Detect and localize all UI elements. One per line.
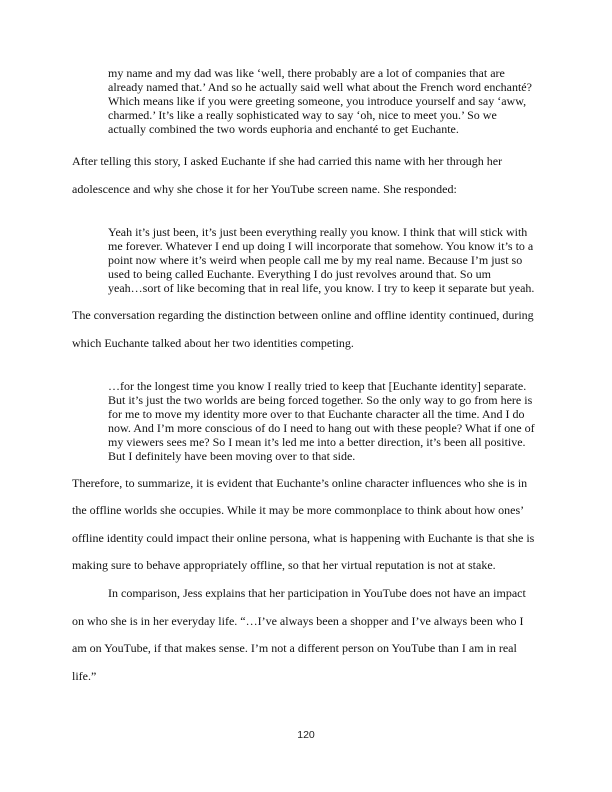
- text-line: life.”: [72, 669, 97, 683]
- text-line: the offline worlds she occupies. While it may be more commonplace to think about how ones’: [72, 503, 525, 517]
- text-line: But I definitely have been moving over to that side.: [108, 449, 356, 463]
- text-line: charmed.’ It’s like a really sophisticated way to say ‘oh, nice to meet you.’ So we: [108, 108, 497, 122]
- text-line: After telling this story, I asked Euchante if she had carried this name with her through her: [72, 154, 503, 168]
- text-line: Which means like if you were greeting someone, you introduce yourself and say ‘aww,: [108, 94, 527, 108]
- text-line: In comparison, Jess explains that her participation in YouTube does not have an impact: [108, 586, 526, 600]
- text-line: already named that.’ And so he actually said well what about the French word enchanté?: [108, 80, 532, 94]
- text-line: point now where it’s weird when people call me by my real name. Because I’m just so: [108, 253, 523, 267]
- text-line: actually combined the two words euphoria and enchanté to get Euchante.: [108, 122, 459, 136]
- text-line: Yeah it’s just been, it’s just been everything really you know. I think that will stick with: [108, 225, 528, 239]
- text-line: on who she is in her everyday life. “…I’ve always been a shopper and I’ve always been who I: [72, 614, 524, 628]
- text-line: offline identity could impact their online persona, what is happening with Euchante is that she is: [72, 531, 535, 545]
- text-line: Therefore, to summarize, it is evident that Euchante’s online character influences who she is in: [72, 476, 528, 490]
- text-line: me forever. Whatever I end up doing I will incorporate that somehow. You know it’s to a: [108, 239, 534, 253]
- text-line: am on YouTube, if that makes sense. I’m not a different person on YouTube than I am in real: [72, 641, 517, 655]
- text-line: The conversation regarding the distinction between online and offline identity continued, during: [72, 308, 534, 322]
- text-line: now. And I’m more conscious of do I need to hang out with these people? What if one of: [108, 421, 535, 435]
- text-line: yeah…sort of like becoming that in real life, you know. I try to keep it separate but yeah.: [108, 281, 535, 295]
- text-line: which Euchante talked about her two identities competing.: [72, 336, 354, 350]
- text-line: making sure to behave appropriately offline, so that her virtual reputation is not at stake.: [72, 558, 496, 572]
- text-line: …for the longest time you know I really tried to keep that [Euchante identity] separate.: [108, 379, 527, 393]
- text-line: for me to move my identity more over to that Euchante character all the time. And I do: [108, 407, 525, 421]
- text-line: my name and my dad was like ‘well, there probably are a lot of companies that are: [108, 66, 505, 80]
- page-number: 120: [297, 729, 315, 741]
- text-line: But it’s just the two worlds are being forced together. So the only way to go from here is: [108, 393, 533, 407]
- text-line: adolescence and why she chose it for her YouTube screen name. She responded:: [72, 182, 457, 196]
- text-line: used to being called Euchante. Everything I do just revolves around that. So um: [108, 267, 491, 281]
- text-line: my viewers sees me? So I mean it’s led me into a better direction, it’s been all positive.: [108, 435, 526, 449]
